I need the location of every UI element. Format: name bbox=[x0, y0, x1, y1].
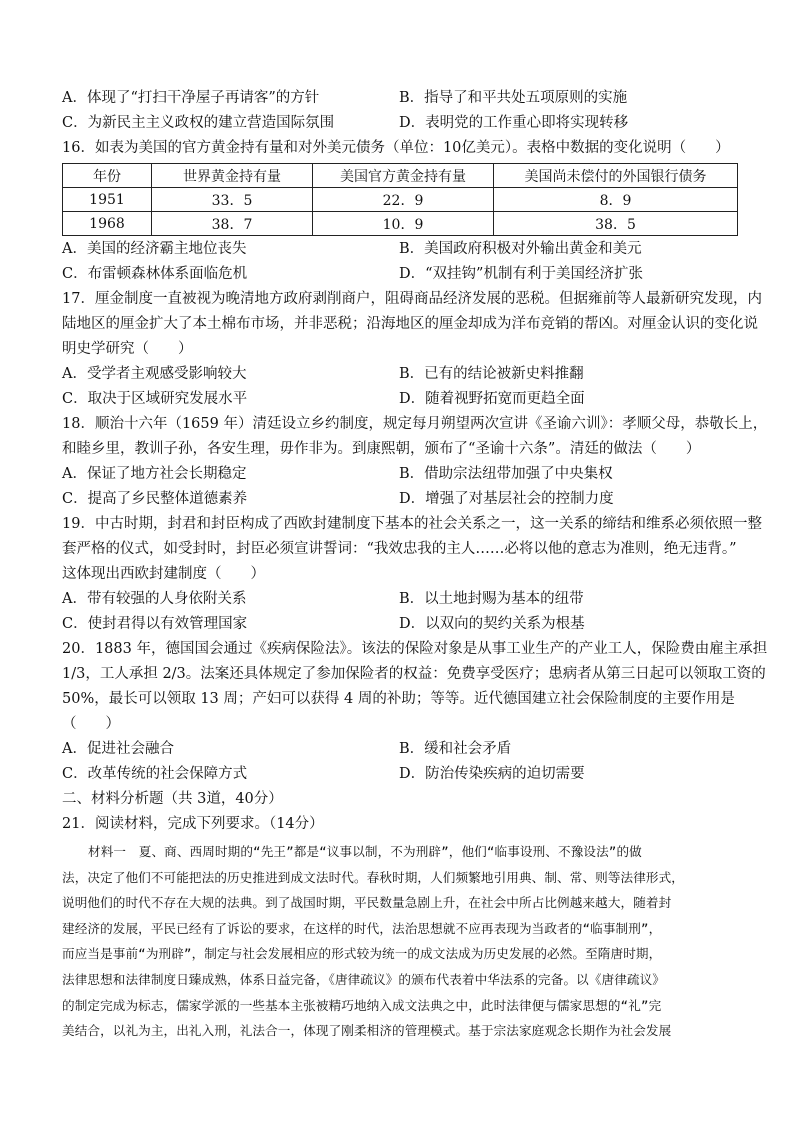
q18-options-row-1 bbox=[62, 462, 740, 487]
q16-table bbox=[62, 163, 738, 236]
material-line: 法，决定了他们不可能把法的历史推进到成文法时代。春秋时期，人们频繁地引用典、制、常、则等法律形式， bbox=[62, 869, 684, 885]
q16-option-d[interactable]: D．“双挂钩”机制有利于美国经济扩张 bbox=[399, 266, 643, 282]
q19-option-c[interactable]: C．使封君得以有效管理国家 bbox=[62, 616, 248, 632]
q20-options-row-2 bbox=[62, 762, 740, 787]
table-cell: 33．5 bbox=[152, 188, 313, 212]
q20-stem-line: 1/3，工人承担 2/3。法案还具体规定了参加保险者的权益：免费享受医疗；患病者从第三日起可以领取工资的 bbox=[62, 666, 766, 682]
q18-stem-line: 和睦乡里，教训子孙，各安生理，毋作非为。到康熙朝，颁布了“圣谕十六条”。清廷的做法（ ） bbox=[62, 441, 701, 457]
table-cell: 1968 bbox=[63, 212, 152, 236]
table-cell: 38．7 bbox=[152, 212, 313, 236]
table-header-cell: 美国官方黄金持有量 bbox=[313, 164, 494, 188]
q20-stem-line: 50%，最长可以领取 13 周；产妇可以获得 4 周的补助；等等。近代德国建立社会保险制度的主要作用是 bbox=[62, 691, 735, 707]
table-header-cell: 世界黄金持有量 bbox=[152, 164, 313, 188]
material-line bbox=[62, 839, 740, 865]
q16-options-row-2 bbox=[62, 262, 740, 287]
q17-option-b[interactable]: B．已有的结论被新史料推翻 bbox=[399, 366, 584, 382]
table-cell: 38．5 bbox=[494, 212, 738, 236]
q15-option-c[interactable]: C．为新民主主义政权的建立营造国际氛围 bbox=[62, 115, 335, 131]
q20-options-row-1 bbox=[62, 737, 740, 762]
q20-stem-line: （ ） bbox=[62, 716, 120, 732]
q18-option-b[interactable]: B．借助宗法纽带加强了中央集权 bbox=[399, 466, 613, 482]
table-cell: 1951 bbox=[63, 188, 152, 212]
q19-stem-line: 19．中古时期，封君和封臣构成了西欧封建制度下基本的社会关系之一，这一关系的缔结和维系必须依照一整 bbox=[62, 516, 762, 532]
q21-stem: 21．阅读材料，完成下列要求。（14分） bbox=[62, 816, 324, 832]
q19-stem-line: 这体现出西欧封建制度（ ） bbox=[62, 566, 265, 582]
material-line: 的制定完成为标志，儒家学派的一些基本主张被精巧地纳入成文法典之中，此时法律便与儒家思想的“礼”完 bbox=[62, 997, 662, 1013]
q17-options-row-2 bbox=[62, 387, 740, 412]
q19-option-d[interactable]: D．以双向的契约关系为根基 bbox=[399, 616, 585, 632]
q15-option-a[interactable]: A．体现了“打扫干净屋子再请客”的方针 bbox=[62, 90, 320, 106]
table-cell: 8．9 bbox=[494, 188, 738, 212]
q20-stem-line: 20．1883 年，德国国会通过《疾病保险法》。该法的保险对象是从事工业生产的产业工人，保险费由雇主承担 bbox=[62, 641, 768, 657]
table-cell: 22．9 bbox=[313, 188, 494, 212]
q15-option-b[interactable]: B．指导了和平共处五项原则的实施 bbox=[399, 90, 628, 106]
q20-option-d[interactable]: D．防治传染疾病的迫切需要 bbox=[399, 766, 585, 782]
q16-options-row-1 bbox=[62, 237, 740, 262]
q17-stem-line: 17．厘金制度一直被视为晚清地方政府剥削商户，阻碍商品经济发展的恶税。但据雍前等人最新研究发现，内 bbox=[62, 291, 762, 307]
q17-stem-line: 明史学研究（ ） bbox=[62, 341, 193, 357]
q17-option-a[interactable]: A．受学者主观感受影响较大 bbox=[62, 366, 247, 382]
q17-option-d[interactable]: D．随着视野拓宽而更趋全面 bbox=[399, 391, 585, 407]
material-line: 法律思想和法律制度日臻成熟，体系日益完备，《唐律疏议》的颁布代表着中华法系的完备。以《唐律疏议》 bbox=[62, 971, 665, 987]
q15-options-row-2 bbox=[62, 111, 740, 136]
table-header-cell: 美国尚未偿付的外国银行债务 bbox=[494, 164, 738, 188]
material-line: 建经济的发展，平民已经有了诉讼的要求，在这样的时代，法治思想就不应再表现为当政者的“临事制刑”， bbox=[62, 920, 662, 936]
material-line: 而应当是事前“为刑辟”，制定与社会发展相应的形式较为统一的成文法成为历史发展的必然。至隋唐时期， bbox=[62, 946, 662, 962]
material-text: 材料一 夏、商、西周时期的“先王”都是“议事以制，不为刑辟”，他们“临事设刑、不豫设法”的做 bbox=[88, 844, 642, 859]
material-line: 美结合，以礼为主，出礼入刑，礼法合一，体现了刚柔相济的管理模式。基于宗法家庭观念长期作为社会发展 bbox=[62, 1023, 672, 1039]
q16-stem: 16．如表为美国的官方黄金持有量和对外美元债务（单位：10亿美元）。表格中数据的变化说明（ ） bbox=[62, 140, 730, 156]
material-passage bbox=[62, 839, 740, 1044]
material-line: 说明他们的时代不存在大规的法典。到了战国时期，平民数量急剧上升，在社会中所占比例越来越大，随着封 bbox=[62, 895, 672, 911]
exam-page bbox=[62, 86, 768, 1044]
q19-stem-line: 套严格的仪式，如受封时，封臣必须宣讲誓词：“我效忠我的主人……必将以他的意志为准则，绝无违背。” bbox=[62, 541, 737, 557]
q20-option-a[interactable]: A．促进社会融合 bbox=[62, 741, 174, 757]
q16-option-a[interactable]: A．美国的经济霸主地位丧失 bbox=[62, 241, 247, 257]
table-header-cell: 年份 bbox=[63, 164, 152, 188]
q17-option-c[interactable]: C．取决于区域研究发展水平 bbox=[62, 391, 248, 407]
section-title: 二、材料分析题（共 3道，40分） bbox=[62, 791, 283, 807]
q17-stem-line: 陆地区的厘金扩大了本土棉布市场，并非恶税；沿海地区的厘金却成为洋布竞销的帮凶。对厘金认识的变化说 bbox=[62, 316, 758, 332]
q18-options-row-2 bbox=[62, 487, 740, 512]
q19-option-a[interactable]: A．带有较强的人身依附关系 bbox=[62, 591, 247, 607]
q19-options-row-2 bbox=[62, 612, 740, 637]
q20-option-c[interactable]: C．改革传统的社会保障方式 bbox=[62, 766, 248, 782]
q19-options-row-1 bbox=[62, 587, 740, 612]
table-cell: 10．9 bbox=[313, 212, 494, 236]
q17-options-row-1 bbox=[62, 362, 740, 387]
q16-option-b[interactable]: B．美国政府积极对外输出黄金和美元 bbox=[399, 241, 642, 257]
q16-option-c[interactable]: C．布雷顿森林体系面临危机 bbox=[62, 266, 248, 282]
q20-option-b[interactable]: B．缓和社会矛盾 bbox=[399, 741, 512, 757]
q15-options-row-1 bbox=[62, 86, 740, 111]
q18-option-a[interactable]: A．保证了地方社会长期稳定 bbox=[62, 466, 247, 482]
q15-option-d[interactable]: D．表明党的工作重心即将实现转移 bbox=[399, 115, 629, 131]
q19-option-b[interactable]: B．以土地封赐为基本的纽带 bbox=[399, 591, 584, 607]
table-row bbox=[63, 188, 738, 212]
table-header-row bbox=[63, 164, 738, 188]
q18-option-c[interactable]: C．提高了乡民整体道德素养 bbox=[62, 491, 248, 507]
q18-option-d[interactable]: D．增强了对基层社会的控制力度 bbox=[399, 491, 614, 507]
table-row bbox=[63, 212, 738, 236]
q18-stem-line: 18．顺治十六年（1659 年）清廷设立乡约制度，规定每月朔望两次宣讲《圣谕六训》：孝顺父母，恭敬长上， bbox=[62, 416, 768, 432]
